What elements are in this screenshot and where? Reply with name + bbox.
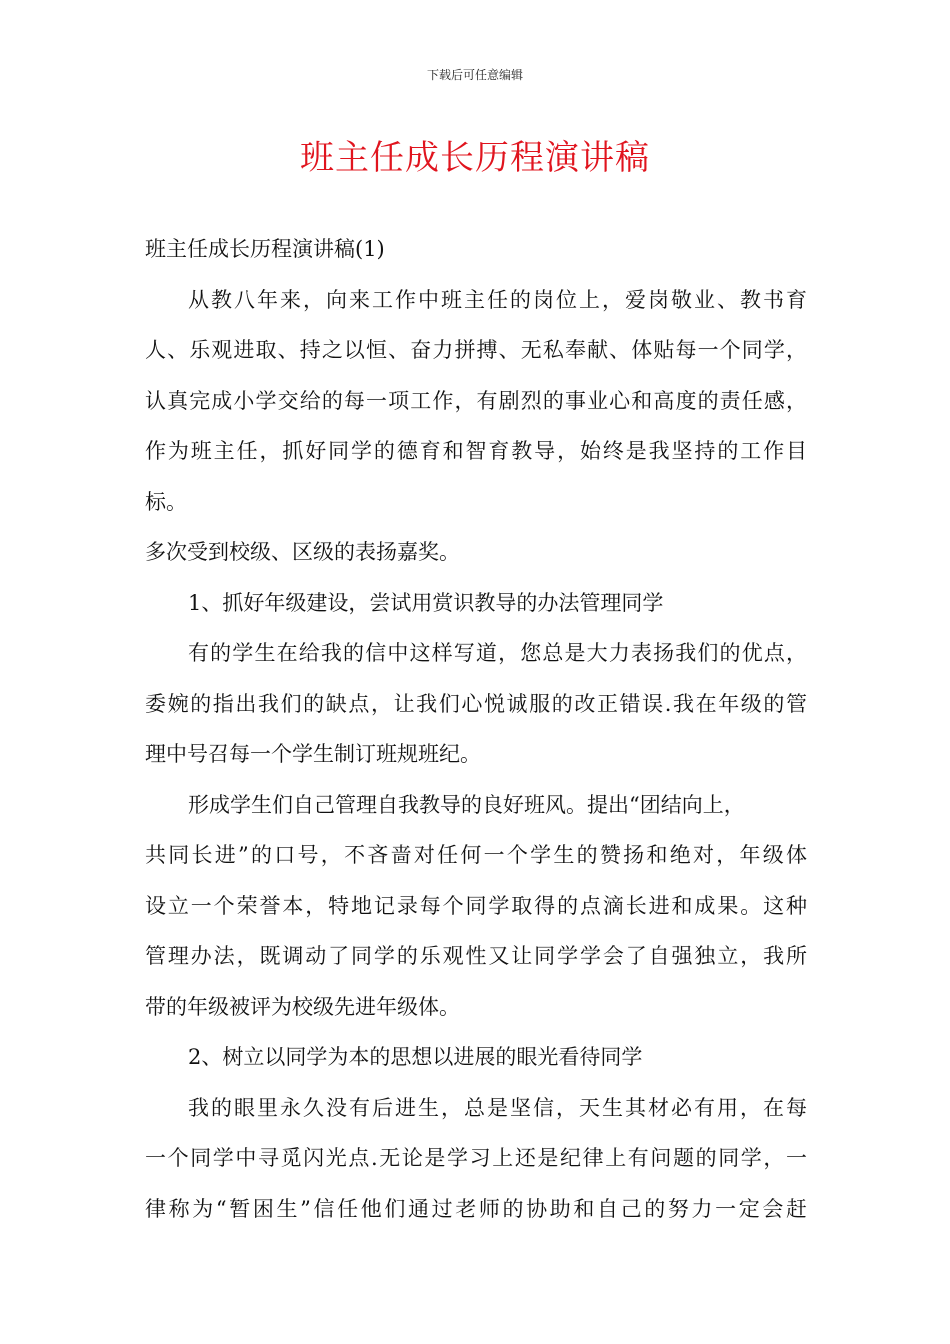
body-line: 带的年级被评为校级先进年级体。 [145,994,460,1019]
body-line: 律称为“暂困生”信任他们通过老师的协助和自己的努力一定会赶 [145,1196,807,1221]
body-line: 班主任成长历程演讲稿(1) [145,237,385,261]
body-line: 有的学生在给我的信中这样写道，您总是大力表扬我们的优点， [188,641,807,665]
body-line: 理中号召每一个学生制订班规班纪。 [145,742,481,766]
body-line: 从教八年来，向来工作中班主任的岗位上，爱岗敬业、教书育 [188,287,807,312]
body-line: 我的眼里永久没有后进生，总是坚信，天生其材必有用，在每 [188,1095,807,1120]
body-line: 一个同学中寻觅闪光点.无论是学习上还是纪律上有问题的同学，一 [145,1146,807,1170]
body-line: 作为班主任，抓好同学的德育和智育教导，始终是我坚持的工作目 [145,439,807,463]
section-heading: 2、树立以同学为本的思想以进展的眼光看待同学 [188,1045,643,1069]
document-title: 班主任成长历程演讲稿 [300,138,650,178]
header-note: 下载后可任意编辑 [426,68,523,82]
body-line: 委婉的指出我们的缺点，让我们心悦诚服的改正错误.我在年级的管 [145,691,807,716]
body-line: 认真完成小学交给的每一项工作，有剧烈的事业心和高度的责任感， [145,388,807,413]
body-line: 设立一个荣誉本，特地记录每个同学取得的点滴长进和成果。这种 [145,893,807,918]
body-line: 人、乐观进取、持之以恒、奋力拼搏、无私奉献、体贴每一个同学， [145,338,807,362]
section-heading: 1、抓好年级建设，尝试用赏识教导的办法管理同学 [188,590,664,615]
body-line: 多次受到校级、区级的表扬嘉奖。 [145,540,460,564]
document-body [145,224,807,1234]
body-line: 共同长进”的口号，不吝啬对任何一个学生的赞扬和绝对，年级体 [145,843,807,867]
body-line: 形成学生们自己管理自我教导的良好班风。提出“团结向上， [188,792,745,817]
body-line: 标。 [145,489,187,514]
body-line: 管理办法，既调动了同学的乐观性又让同学学会了自强独立，我所 [145,944,807,968]
